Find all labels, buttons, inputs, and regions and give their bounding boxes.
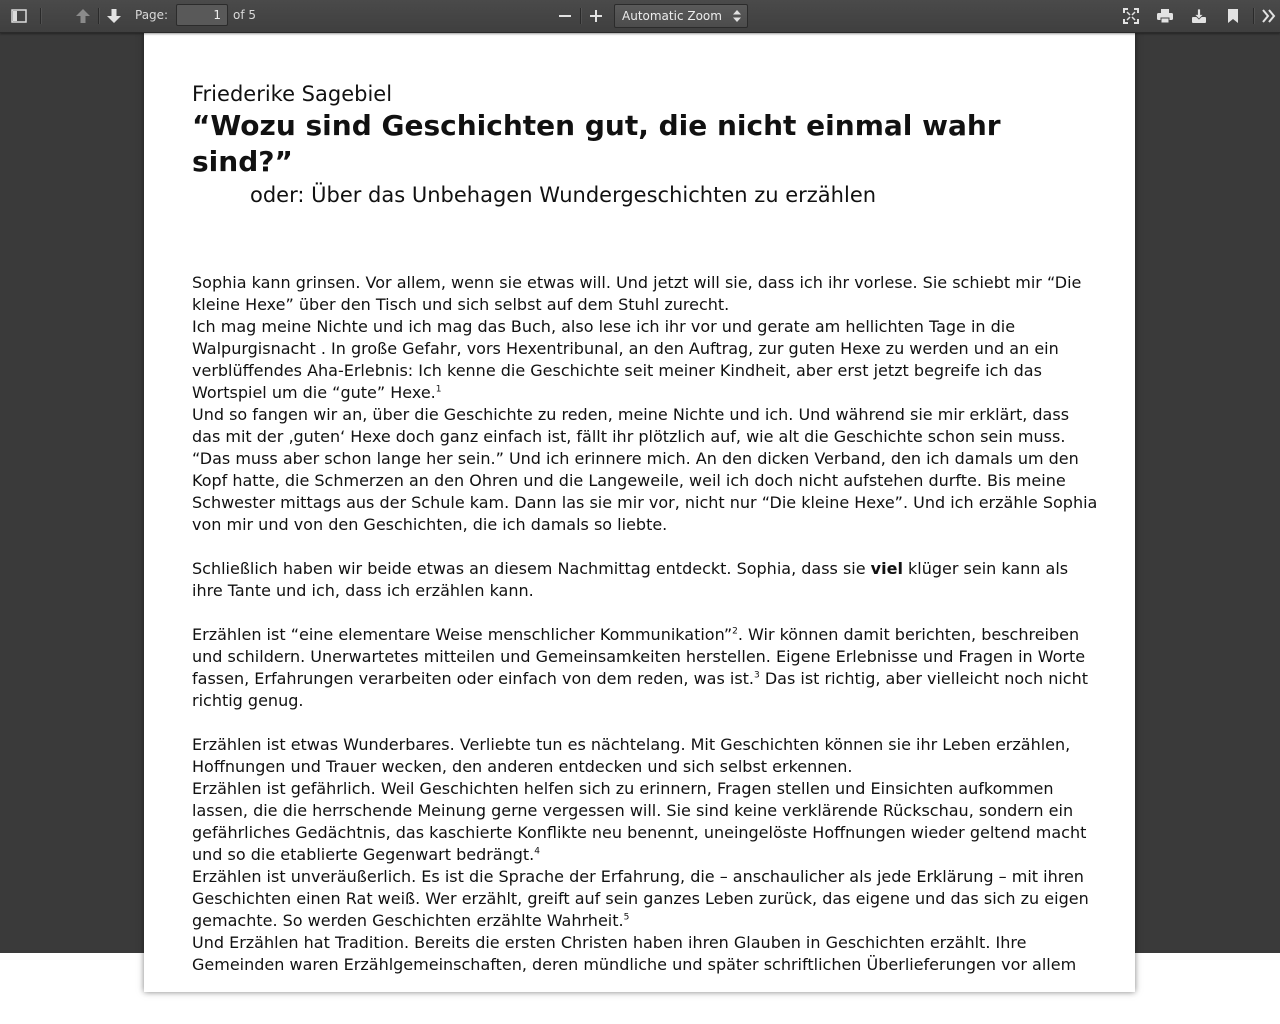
page-count: of 5 bbox=[233, 8, 257, 22]
paragraph: Und so fangen wir an, über die Geschichte zu reden, meine Nichte und ich. Und während sie mir erklärt, dass das mit der ‚guten‘ Hexe doch ganz einfach ist, fällt ihr plötzlich auf, wie alt die Geschichte schon sein muss. “Das muss aber schon lange her sein.” Und ich erinnere mich. An den dicken Verband, den ich damals um den Kopf hatte, die Schmerzen an den Ohren und die Langeweile, weil ich doch nicht aufstehen durfte. Bis meine Schwester mittags aus der Schule kam. Dann las sie mir vor, nicht nur “Die kleine Hexe”. Und ich erzähle Sophia von mir und von den Geschichten, die ich damals so liebte. bbox=[192, 405, 1098, 534]
toolbar-separator bbox=[98, 8, 99, 24]
document-body bbox=[192, 272, 1102, 976]
toolbar-separator bbox=[580, 8, 581, 24]
zoom-out-icon[interactable] bbox=[554, 5, 576, 27]
emphasis-text: viel bbox=[870, 559, 903, 578]
toolbar-separator bbox=[1253, 8, 1254, 24]
paragraph-text: Erzählen ist “eine elementare Weise menschlicher Kommunikation” bbox=[192, 625, 733, 644]
footnote-ref[interactable]: 3 bbox=[754, 670, 760, 681]
paragraph: Und Erzählen hat Tradition. Bereits die ersten Christen haben ihren Glauben in Geschichten erzählt. Ihre Gemeinden waren Erzählgemeinschaften, deren mündliche und später schriftlichen Überlieferungen vor allem bbox=[192, 933, 1077, 974]
bookmark-icon[interactable] bbox=[1222, 5, 1244, 27]
paragraph bbox=[192, 316, 1102, 404]
tools-icon[interactable] bbox=[1258, 5, 1280, 27]
paragraph: Erzählen ist etwas Wunderbares. Verliebte tun es nächtelang. Mit Geschichten können sie ihr Leben erzählen, Hoffnungen und Trauer wecken, den anderen entdecken und sich selbst erkennen. bbox=[192, 735, 1071, 776]
paragraph-text: Erzählen ist gefährlich. Weil Geschichten helfen sich zu erinnern, Fragen stellen und Einsichten aufkommen lassen, die die herrschende Meinung gerne vergessen will. Sie sind keine verklärende Rückschau, sondern ein gefährliches Gedächtnis, das kaschierte Konflikte neu benennt, uneingelöste Hoffnungen wieder geltend macht und so die etablierte Gegenwart bedrängt. bbox=[192, 779, 1087, 864]
paragraph bbox=[192, 778, 1102, 866]
footnote-ref[interactable]: 4 bbox=[534, 846, 540, 857]
toolbar-separator bbox=[40, 8, 41, 24]
paragraph-text: . Wir können damit berichten, beschreiben und schildern. Unerwartetes mitteilen und Gemeinsamkeiten herstellen. Eigene Erlebnisse und Fragen in Worte fassen, Erfahrungen verarbeiten oder einfach von dem reden, was ist. bbox=[192, 625, 1086, 688]
sidebar-toggle-icon[interactable] bbox=[8, 5, 30, 27]
page-label: Page: bbox=[135, 8, 169, 22]
presentation-mode-icon[interactable] bbox=[1120, 5, 1142, 27]
paragraph bbox=[192, 866, 1102, 932]
zoom-select-value: Automatic Zoom bbox=[622, 9, 722, 23]
toolbar bbox=[0, 0, 1280, 33]
select-arrows-icon bbox=[733, 10, 741, 22]
paragraph-text: klüger sein kann als ihre Tante und ich, dass ich erzählen kann. bbox=[192, 559, 1069, 600]
previous-page-icon[interactable] bbox=[72, 5, 94, 27]
next-page-icon[interactable] bbox=[103, 5, 125, 27]
page-content bbox=[192, 80, 1102, 976]
paragraph bbox=[192, 624, 1102, 712]
footnote-ref[interactable]: 5 bbox=[623, 912, 630, 923]
download-icon[interactable] bbox=[1188, 5, 1210, 27]
document-author: Friederike Sagebiel bbox=[192, 82, 393, 106]
paragraph bbox=[192, 558, 1102, 602]
page-number-input[interactable] bbox=[176, 4, 228, 26]
document-title: “Wozu sind Geschichten gut, die nicht einmal wahr sind?” bbox=[192, 109, 1001, 178]
print-icon[interactable] bbox=[1154, 5, 1176, 27]
paragraph: Sophia kann grinsen. Vor allem, wenn sie etwas will. Und jetzt will sie, dass ich ihr vorlese. Sie schiebt mir “Die kleine Hexe” über den Tisch und sich selbst auf dem Stuhl zurecht. bbox=[192, 273, 1082, 314]
footnote-ref[interactable]: 1 bbox=[435, 384, 442, 395]
paragraph-text: Erzählen ist unveräußerlich. Es ist die Sprache der Erfahrung, die – anschaulicher als jede Erklärung – mit ihren Geschichten einen Rat weiß. Wer erzählt, greift auf sein ganzes Leben zurück, das eigene und das sich zu eigen gemachte. So werden Geschichten erzählte Wahrheit. bbox=[192, 867, 1089, 930]
paragraph-text: Das ist richtig, aber vielleicht noch nicht richtig genug. bbox=[192, 669, 1088, 710]
zoom-in-icon[interactable] bbox=[585, 5, 607, 27]
zoom-select[interactable] bbox=[614, 4, 748, 28]
footnote-ref[interactable]: 2 bbox=[732, 626, 738, 637]
document-subtitle: oder: Über das Unbehagen Wundergeschichten zu erzählen bbox=[250, 183, 877, 207]
paragraph-text: Schließlich haben wir beide etwas an diesem Nachmittag entdeckt. Sophia, dass sie bbox=[192, 559, 871, 578]
paragraph-text: Ich mag meine Nichte und ich mag das Buch, also lese ich ihr vor und gerate am hellichten Tage in die Walpurgisnacht . In große Gefahr, vors Hexentribunal, an den Auftrag, zur guten Hexe zu werden und an ein verblüffendes Aha-Erlebnis: Ich kenne die Geschichte seit meiner Kindheit, aber erst jetzt begreife ich das Wortspiel um die “gute” Hexe. bbox=[192, 317, 1059, 402]
pdf-page bbox=[144, 32, 1135, 992]
